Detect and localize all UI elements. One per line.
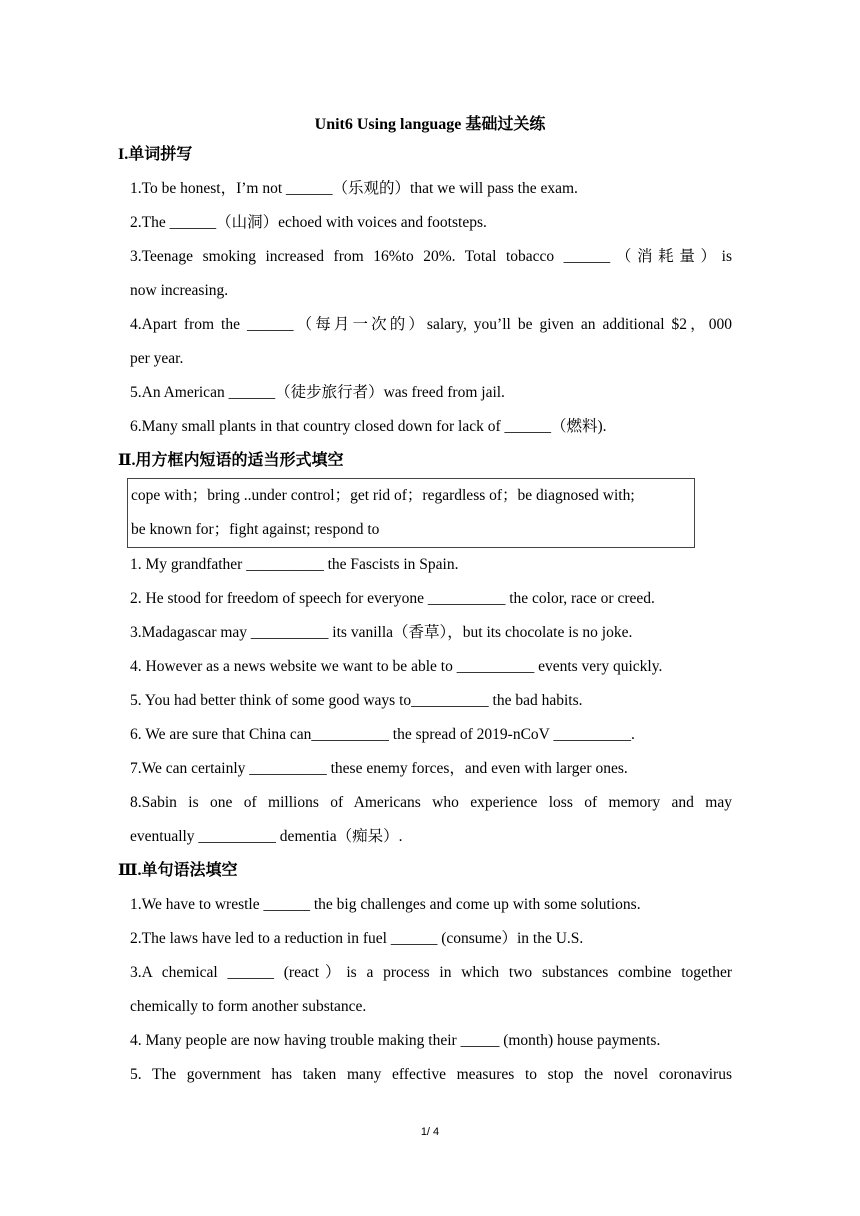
exercise-line: 2.The ______（山洞）echoed with voices and footsteps. (130, 214, 487, 231)
exercise-line: 2.The laws have led to a reduction in fuel ______ (consume）in the U.S. (130, 930, 584, 947)
phrase-box-line: cope with；bring ..under control；get rid of；regardless of；be diagnosed with; (131, 487, 635, 504)
exercise-line: 1.We have to wrestle ______ the big challenges and come up with some solutions. (130, 896, 641, 913)
document-body (118, 138, 732, 1092)
exercise-line: 3.Madagascar may __________ its vanilla（香草），but its chocolate is no joke. (130, 624, 633, 641)
exercise-line: 6. We are sure that China can__________ the spread of 2019-nCoV __________. (130, 726, 635, 743)
section-heading-grammar: Ⅲ.单句语法填空 (118, 862, 238, 879)
exercise-line: 7.We can certainly __________ these enemy forces，and even with larger ones. (130, 760, 628, 777)
page-number: 1/ 4 (420, 1126, 440, 1138)
exercise-line: 4. Many people are now having trouble making their _____ (month) house payments. (130, 1032, 661, 1049)
exercise-line: 4.Apart from the ______（每月一次的）salary, you’ll be given an additional $2，000 (130, 316, 732, 333)
exercise-line: 6.Many small plants in that country closed down for lack of ______（燃料). (130, 418, 607, 435)
exercise-line: 5. The government has taken many effective measures to stop the novel coronavirus (130, 1066, 732, 1083)
exercise-line: 8.Sabin is one of millions of Americans who experience loss of memory and may (130, 794, 732, 811)
exercise-line: 5.An American ______（徒步旅行者）was freed from jail. (130, 384, 505, 401)
exercise-line: chemically to form another substance. (130, 998, 367, 1015)
exercise-line: 1.To be honest，I’m not ______（乐观的）that we will pass the exam. (130, 180, 578, 197)
exercise-line: 4. However as a news website we want to be able to __________ events very quickly. (130, 658, 663, 675)
phrase-box (127, 478, 695, 548)
section-heading-spelling: I.单词拼写 (118, 146, 193, 163)
exercise-line: now increasing. (130, 282, 229, 299)
exercise-line: 3.A chemical ______ (react）is a process in which two substances combine together (130, 964, 732, 981)
document-title: Unit6 Using language 基础过关练 (314, 116, 546, 133)
exercise-line: 5. You had better think of some good ways to__________ the bad habits. (130, 692, 583, 709)
exercise-line: eventually __________ dementia（痴呆）. (130, 828, 403, 845)
section-heading-phrases: Ⅱ.用方框内短语的适当形式填空 (118, 452, 344, 469)
exercise-line: 2. He stood for freedom of speech for everyone __________ the color, race or creed. (130, 590, 655, 607)
exercise-line: 1. My grandfather __________ the Fascists in Spain. (130, 556, 459, 573)
phrase-box-line: be known for；fight against; respond to (131, 521, 380, 538)
exercise-line: 3.Teenage smoking increased from 16%to 20%. Total tobacco ______（消耗量）is (130, 248, 732, 265)
exercise-line: per year. (130, 350, 184, 367)
